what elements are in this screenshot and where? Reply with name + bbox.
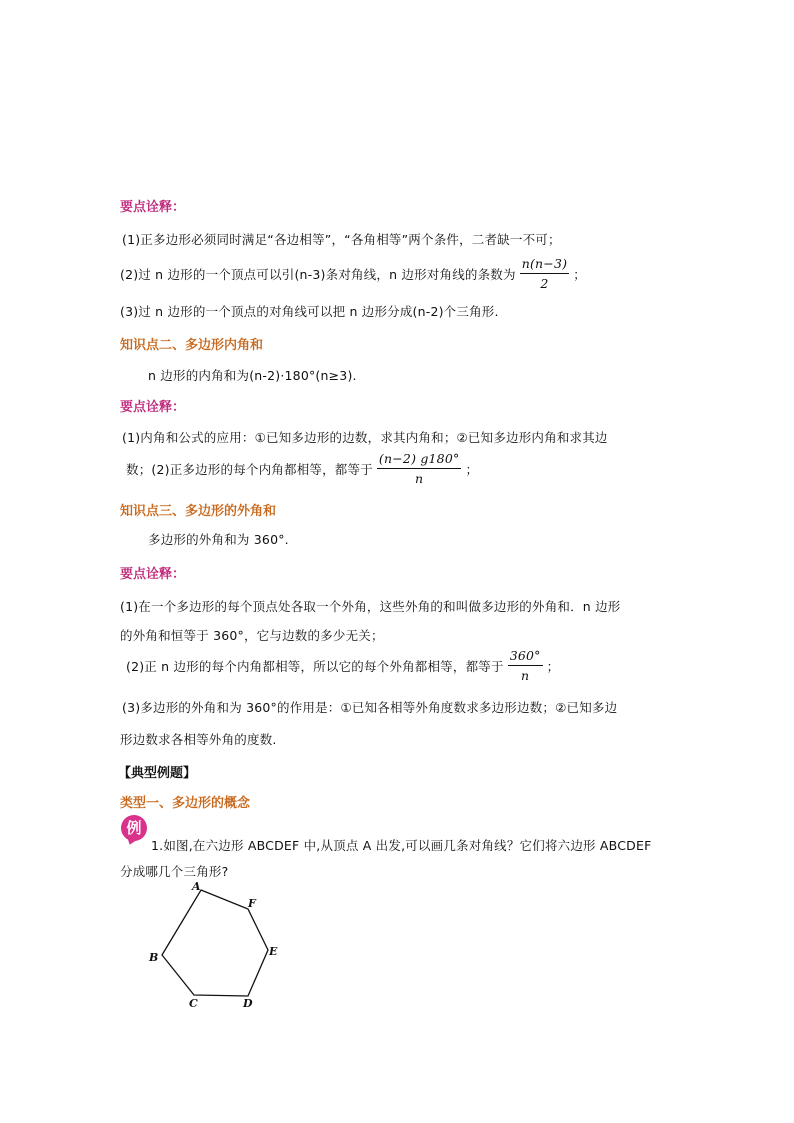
- key-point-2-2-text: 数；(2)正多边形的每个内角都相等，都等于: [126, 461, 373, 477]
- hexagon-figure: [140, 880, 300, 1012]
- key-point-3-3: [126, 648, 559, 683]
- vertex-label-b: B: [149, 951, 159, 964]
- interior-angle-sum-text: n 边形的内角和为(n-2)·180°(n≥3).: [148, 368, 357, 383]
- typical-examples-heading: 【典型例题】: [118, 766, 197, 781]
- punctuation: ；: [465, 461, 479, 477]
- fraction-denominator: n: [415, 471, 424, 486]
- key-point-3-5: 形边数求各相等外角的度数.: [120, 732, 277, 747]
- example-badge-icon: 例: [121, 815, 147, 841]
- key-point-2-1: (1)内角和公式的应用：①已知多边形的边数，求其内角和；②已知多边形内角和求其边: [122, 430, 608, 445]
- fraction-numerator: (n−2) g180°: [377, 451, 462, 469]
- interior-angle-fraction: [377, 451, 462, 486]
- key-point-3-4: (3)多边形的外角和为 360°的作用是：①已知各相等外角度数求多边形边数；②已知多边: [122, 700, 618, 715]
- knowledge-point-2-heading: 知识点二、多边形内角和: [120, 338, 264, 353]
- exterior-angle-fraction: [508, 648, 543, 683]
- fraction-numerator: n(n−3): [520, 256, 569, 274]
- fraction-numerator: 360°: [508, 648, 543, 666]
- fraction-denominator: n: [521, 668, 530, 683]
- key-point-3-3-text: (2)正 n 边形的每个内角都相等，所以它的每个外角都相等，都等于: [126, 658, 504, 674]
- type-1-heading: 类型一、多边形的概念: [120, 796, 251, 811]
- key-point-1-2-text: (2)过 n 边形的一个顶点可以引(n-3)条对角线，n 边形对角线的条数为: [120, 266, 516, 282]
- vertex-label-c: C: [189, 997, 198, 1010]
- key-point-2-2: [126, 451, 478, 486]
- key-point-1-2: [120, 256, 586, 291]
- key-point-3-2: 的外角和恒等于 360°，它与边数的多少无关；: [120, 628, 384, 643]
- key-point-3-1: (1)在一个多边形的每个顶点处各取一个外角，这些外角的和叫做多边形的外角和．n 边形: [120, 599, 621, 614]
- key-point-1-1: (1)正多边形必须同时满足“各边相等”，“各角相等”两个条件，二者缺一不可；: [122, 232, 561, 247]
- example-badge: [121, 815, 149, 847]
- key-points-heading-2: 要点诠释：: [120, 400, 186, 415]
- diagonal-count-fraction: [520, 256, 569, 291]
- exterior-angle-sum-text: 多边形的外角和为 360°.: [148, 532, 289, 547]
- question-1-line-2: 分成哪几个三角形?: [120, 864, 229, 879]
- punctuation: ；: [546, 658, 560, 674]
- fraction-denominator: 2: [540, 276, 549, 291]
- vertex-label-e: E: [269, 945, 278, 958]
- vertex-label-f: F: [248, 897, 256, 910]
- vertex-label-a: A: [192, 880, 201, 893]
- punctuation: ；: [573, 266, 586, 282]
- key-point-1-3: (3)过 n 边形的一个顶点的对角线可以把 n 边形分成(n-2)个三角形.: [120, 304, 499, 319]
- key-points-heading-1: 要点诠释：: [120, 200, 186, 215]
- key-points-heading-3: 要点诠释：: [120, 567, 186, 582]
- question-1-line-1: 1.如图,在六边形 ABCDEF 中,从顶点 A 出发,可以画几条对角线？它们将六边形 ABCDEF: [151, 838, 652, 853]
- vertex-label-d: D: [243, 997, 253, 1010]
- knowledge-point-3-heading: 知识点三、多边形的外角和: [120, 504, 277, 519]
